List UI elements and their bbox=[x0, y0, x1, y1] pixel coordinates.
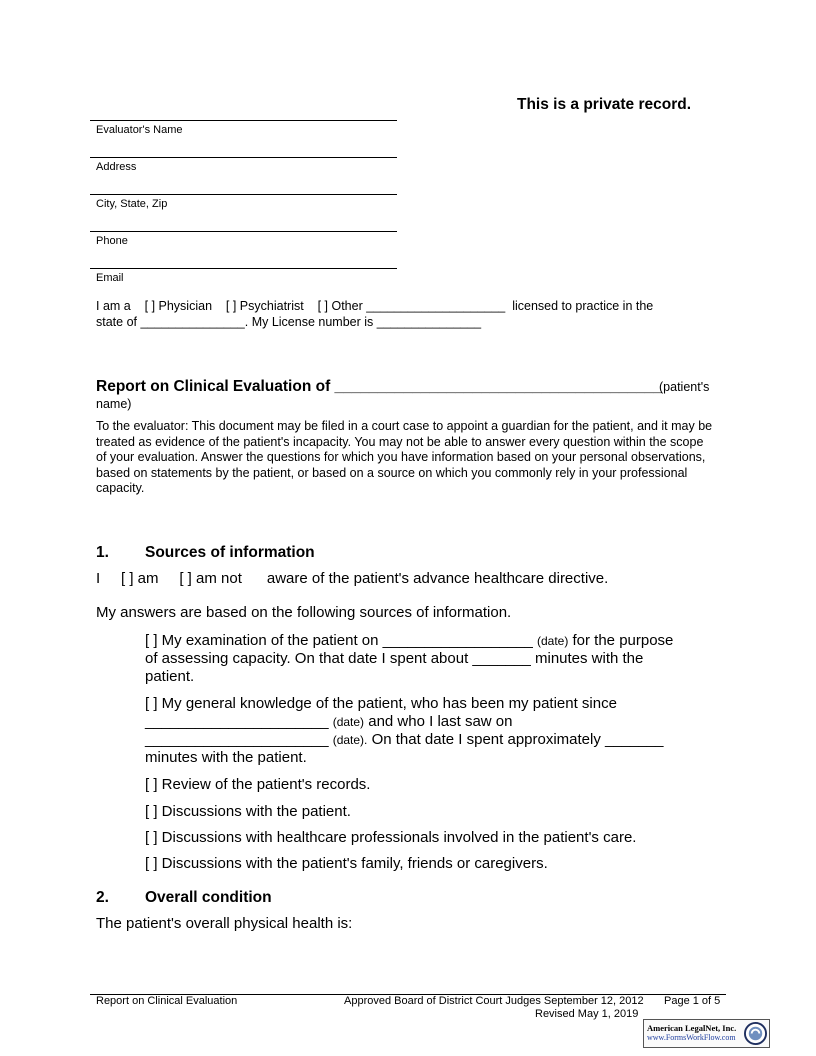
report-title: Report on Clinical Evaluation of ______________________________________ bbox=[96, 378, 663, 395]
date-caption: (date) bbox=[332, 715, 365, 729]
source-item-discussion-patient[interactable]: [ ] Discussions with the patient. bbox=[145, 803, 351, 820]
report-title-suffix: (patient's bbox=[659, 380, 710, 394]
phone-label: Phone bbox=[96, 235, 128, 247]
advance-directive-line: I [ ] am [ ] am not aware of the patient's advance healthcare directive. bbox=[96, 570, 609, 587]
footer-form-title: Report on Clinical Evaluation bbox=[96, 995, 238, 1007]
knowledge-line-4: minutes with the patient. bbox=[145, 749, 307, 766]
knowledge-line-1: [ ] My general knowledge of the patient, who has been my patient since bbox=[145, 695, 617, 712]
examination-line-3: patient. bbox=[145, 668, 195, 685]
examination-line-2: of assessing capacity. On that date I spent about _______ minutes with the bbox=[145, 650, 644, 667]
date-caption: (date). bbox=[332, 733, 368, 747]
email-label: Email bbox=[96, 272, 124, 284]
license-line-2: state of _______________. My License number is _______________ bbox=[96, 315, 482, 329]
city-state-zip-field[interactable] bbox=[90, 194, 397, 210]
knowledge-line-2: ______________________ (date) and who I last saw on bbox=[145, 713, 513, 730]
address-field[interactable] bbox=[90, 157, 397, 173]
email-field[interactable] bbox=[90, 268, 397, 284]
footer-approval: Approved Board of District Court Judges September 12, 2012 bbox=[344, 995, 644, 1007]
overall-health-prompt: The patient's overall physical health is: bbox=[96, 915, 353, 932]
phone-field[interactable] bbox=[90, 231, 397, 247]
formsworkflow-logo-icon bbox=[744, 1022, 767, 1045]
date-caption: (date) bbox=[536, 634, 569, 648]
americanlegalnet-badge[interactable] bbox=[643, 1019, 770, 1048]
evaluator-name-label: Evaluator's Name bbox=[96, 124, 183, 136]
source-item-general-knowledge[interactable] bbox=[145, 695, 725, 767]
section-1-heading: Sources of information bbox=[145, 544, 315, 561]
section-2-number: 2. bbox=[96, 889, 109, 906]
city-state-zip-label: City, State, Zip bbox=[96, 198, 168, 210]
badge-company: American LegalNet, Inc. bbox=[647, 1023, 737, 1033]
report-title-cont: name) bbox=[96, 397, 132, 411]
footer-revised: Revised May 1, 2019 bbox=[535, 1008, 639, 1020]
license-line-1: I am a [ ] Physician [ ] Psychiatrist [ ] Other ____________________ licensed to practice in the bbox=[96, 299, 654, 313]
knowledge-line-3: ______________________ (date). On that date I spent approximately _______ bbox=[145, 731, 664, 748]
source-item-records[interactable]: [ ] Review of the patient's records. bbox=[145, 776, 371, 793]
section-1-number: 1. bbox=[96, 544, 109, 561]
source-item-discussion-family[interactable]: [ ] Discussions with the patient's family, friends or caregivers. bbox=[145, 855, 548, 872]
badge-url: www.FormsWorkFlow.com bbox=[647, 1033, 736, 1042]
evaluator-instructions: To the evaluator: This document may be filed in a court case to appoint a guardian for the patient, and it may be treated as evidence of the patient's incapacity. You may not be able to answer every question within the scope of your evaluation. Answer the questions for which you have information based on your personal observations, based on statements by the patient, or based on a source on which you commonly rely in your professional capacity. bbox=[96, 419, 713, 496]
private-record-notice: This is a private record. bbox=[517, 96, 692, 113]
source-item-examination[interactable] bbox=[145, 632, 725, 686]
sources-lead: My answers are based on the following sources of information. bbox=[96, 604, 512, 621]
address-label: Address bbox=[96, 161, 137, 173]
footer-page-number: Page 1 of 5 bbox=[664, 995, 721, 1007]
examination-line-1: [ ] My examination of the patient on __________________ (date) for the purpose bbox=[145, 632, 674, 649]
source-item-discussion-professionals[interactable]: [ ] Discussions with healthcare professionals involved in the patient's care. bbox=[145, 829, 637, 846]
section-2-heading: Overall condition bbox=[145, 889, 272, 906]
evaluator-name-field[interactable] bbox=[90, 120, 397, 136]
